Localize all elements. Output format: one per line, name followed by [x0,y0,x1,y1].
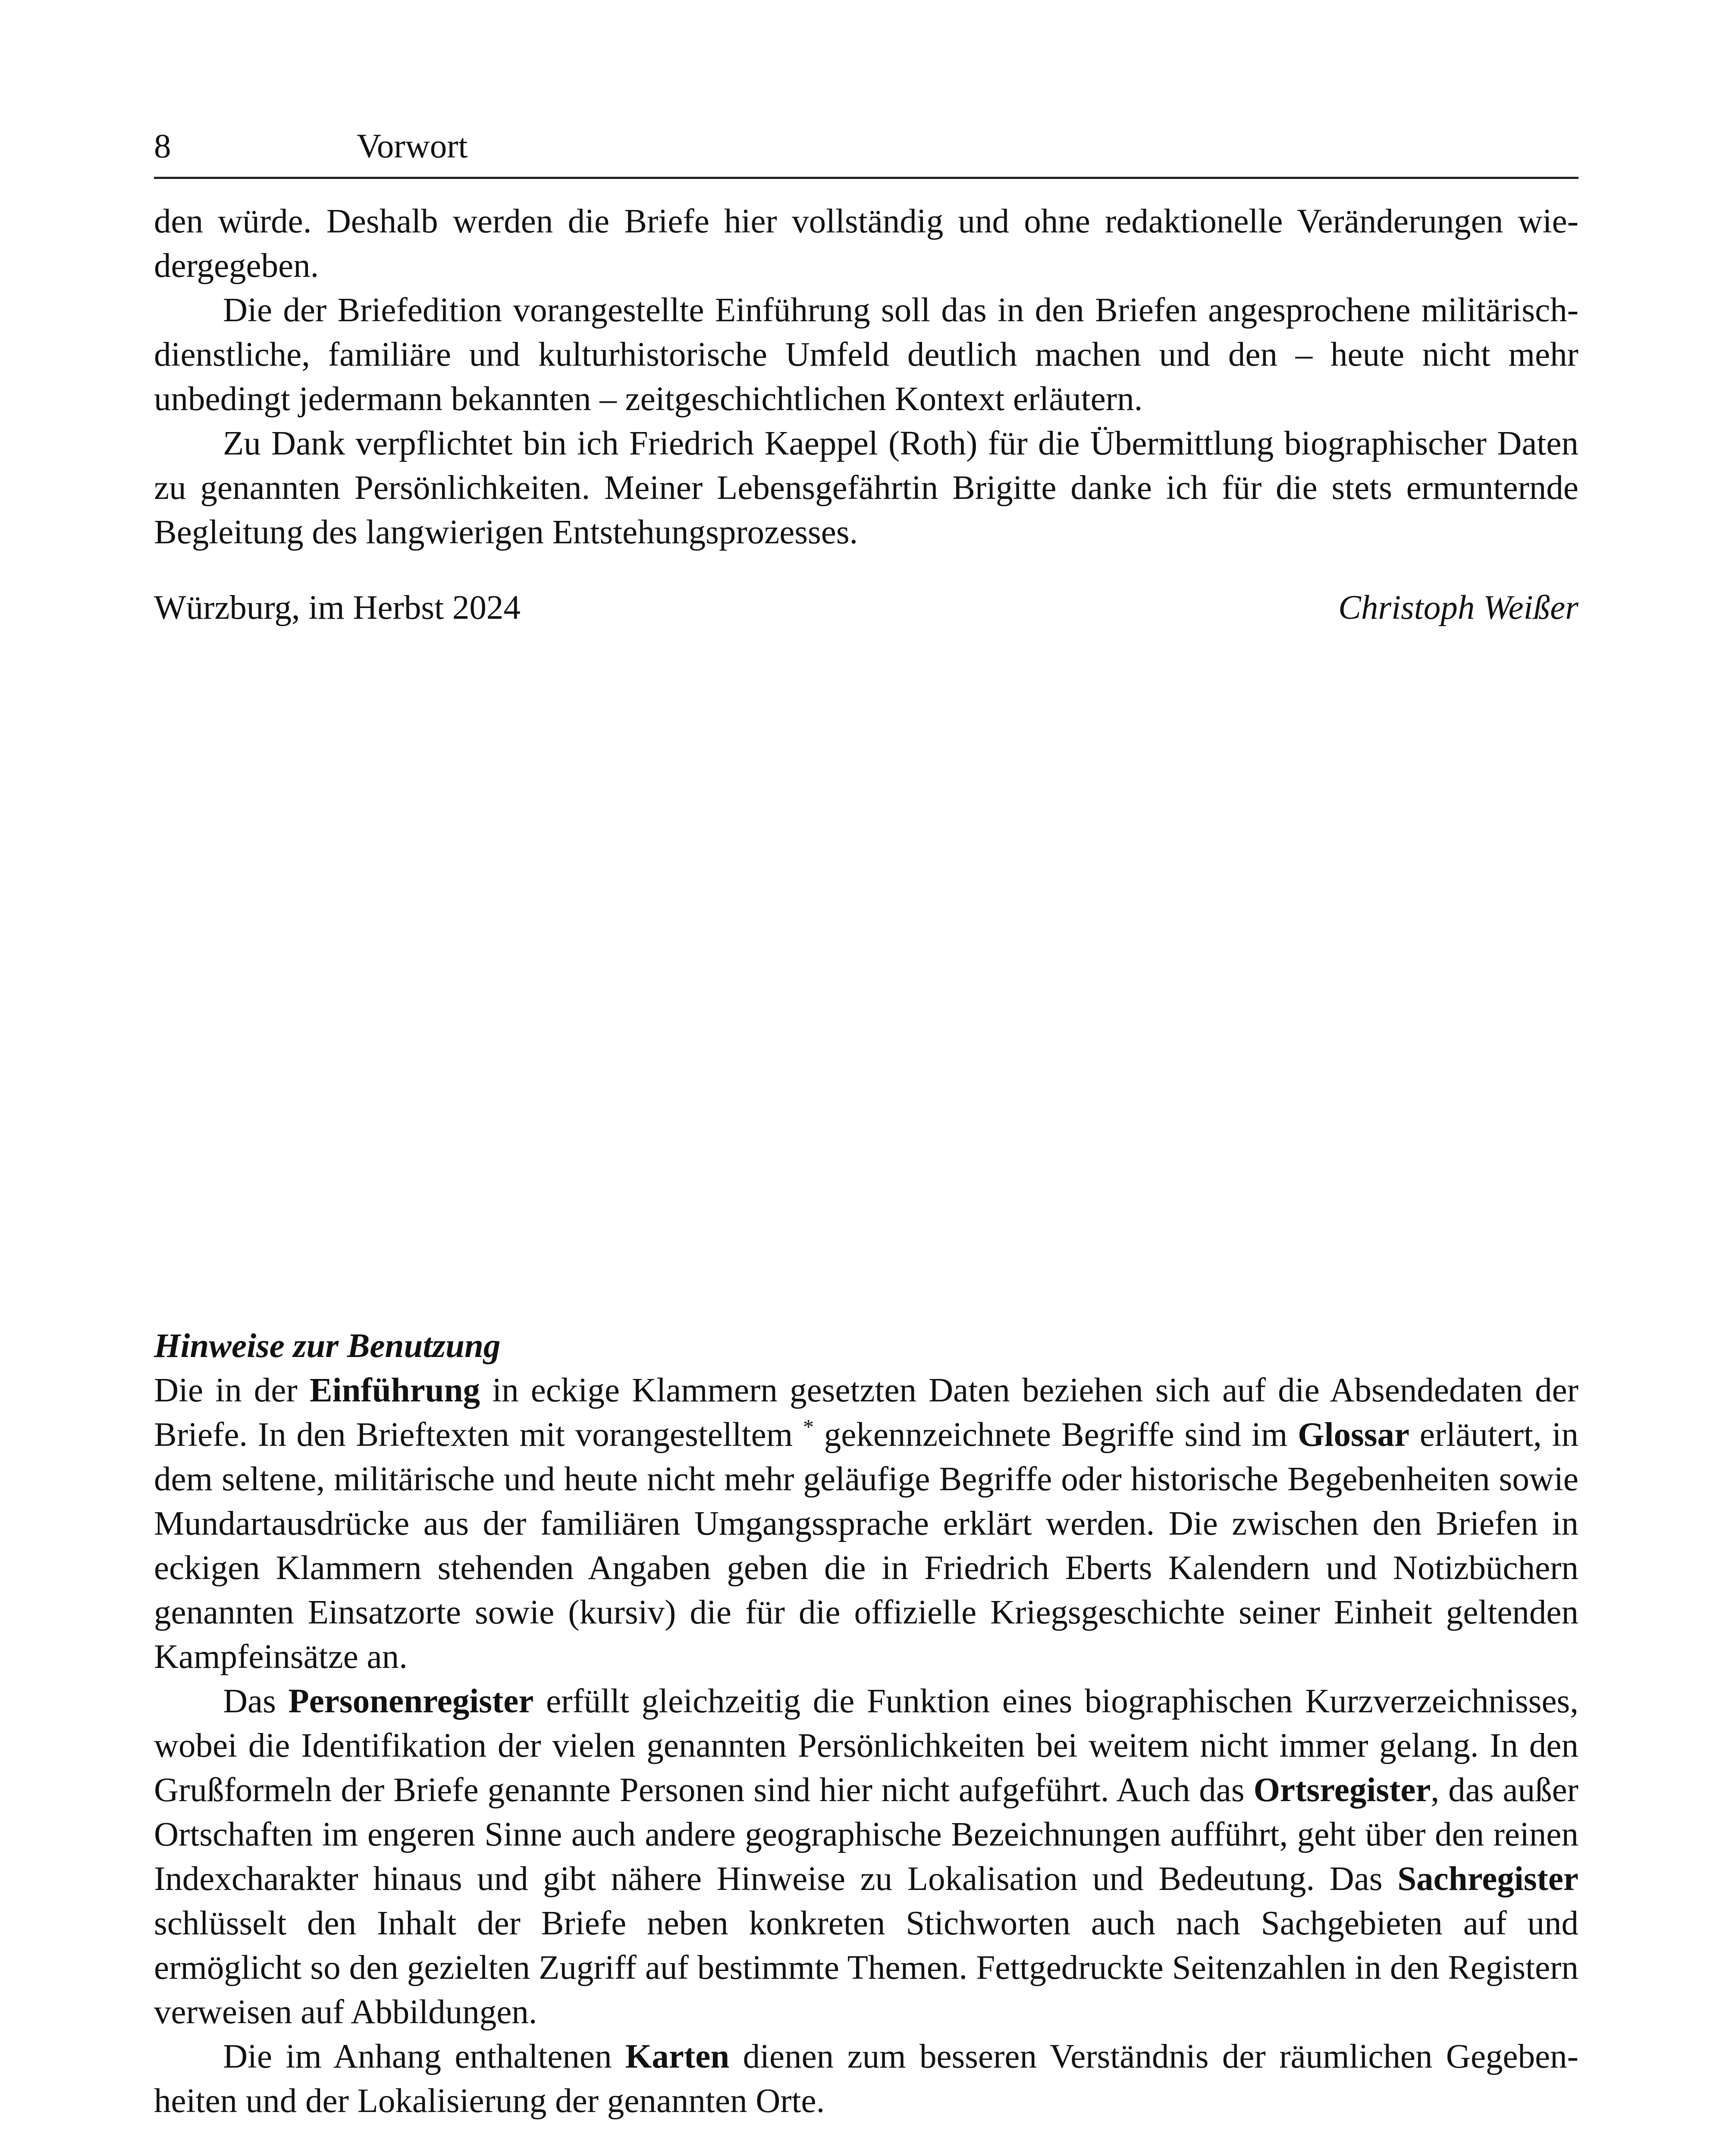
section-title: Vorwort [357,128,468,165]
hinweise-heading: Hinweise zur Benutzung [154,1327,501,1365]
keyword-einfuehrung: Einführung [309,1372,480,1409]
text-run: erläutert, in dem seltene, militärische und heute nicht mehr geläufige Begriffe oder historische Begebenheiten sowie Mundartausdrücke aus der familiären Umgangssprache erklärt werden. Die zwischen den Briefen in eckigen Klammern stehenden Angaben geben die in Friedrich Eberts Kalendern und Notizbüchern genannten Einsatzorte sowie (kursiv) die für die offizielle Kriegsgeschichte seiner Einheit geltenden Kampfeinsätze an. [154,1416,1579,1676]
hinweise-paragraph-2 [154,1679,1578,2034]
signoff [154,586,1578,630]
vorwort-text [154,199,1578,630]
vorwort-paragraph-3: Zu Dank verpflichtet bin ich Friedrich Kaeppel (Roth) für die Übermittlung biographischer Daten zu genannten Persönlichkeiten. Meiner Lebensgefährtin Brigitte danke ich für die stets ermunternde Begleitung des langwierigen Entstehungsprozesses. [154,425,1578,551]
text-run: , das außer Ortschaften im engeren Sinne auch andere geographische Bezeichnungen aufführt, geht über den reinen Indexcharakter hinaus und gibt nähere Hinweise zu Lokalisation und Bedeutung. Das [154,1771,1578,1898]
hinweise-paragraph-1 [154,1368,1578,1679]
text-run: Das [223,1683,289,1720]
asterisk-marker: * [803,1414,814,1439]
page-number: 8 [154,128,171,165]
author-name: Christoph Weißer [1338,589,1578,627]
vorwort-paragraph-1: den würde. Deshalb werden die Briefe hier vollständig und ohne redaktionelle Veränderungen wiedergegeben. [154,203,1578,285]
keyword-glossar: Glossar [1298,1416,1410,1454]
text-run: schlüsselt den Inhalt der Briefe neben konkreten Stichworten auch nach Sachgebieten auf und ermöglicht so den gezielten Zugriff auf bestimmte Themen. Fettgedruckte Seitenzahlen in den Registern verweisen auf Abbildungen. [154,1905,1578,2031]
text-run: dienen zum besseren Verständnis der räumlichen Gegebenheiten und der Lokalisierung der genannten Orte. [154,2038,1578,2120]
vorwort-paragraph-2: Die der Briefedition vorangestellte Einführung soll das in den Briefen angesprochene militärisch-dienstliche, familiäre und kulturhistorische Umfeld deutlich machen und den – heute nicht mehr unbedingt jedermann bekannten – zeitgeschichtlichen Kontext erläutern. [154,291,1578,418]
text-run: gekennzeichnete Begriffe sind im [813,1416,1298,1454]
text-run: in eckige Klammern gesetzten Daten beziehen sich auf die Absendedaten der Briefe. In den Brieftexten mit vorangestelltem [154,1372,1578,1454]
place-date: Würzburg, im Herbst 2024 [154,589,521,627]
keyword-ortsregister: Ortsregister [1253,1771,1431,1809]
text-run: Die in der [154,1372,310,1409]
text-run: erfüllt gleichzeitig die Funktion eines biographischen Kurzverzeichnisses, wobei die Identifikation der vielen genannten Persönlichkeiten bei weitem nicht immer gelang. In den Grußformeln der Briefe genannte Personen sind hier nicht aufgeführt. Auch das [154,1683,1578,1809]
keyword-sachregister: Sachregister [1397,1860,1578,1898]
text-run: Die im Anhang enthaltenen [223,2038,625,2075]
hinweise-paragraph-3 [154,2034,1578,2123]
keyword-karten: Karten [625,2038,730,2075]
hinweise-section [154,1324,1578,2123]
keyword-personenregister: Personenregister [288,1683,534,1720]
running-head [154,125,1578,179]
